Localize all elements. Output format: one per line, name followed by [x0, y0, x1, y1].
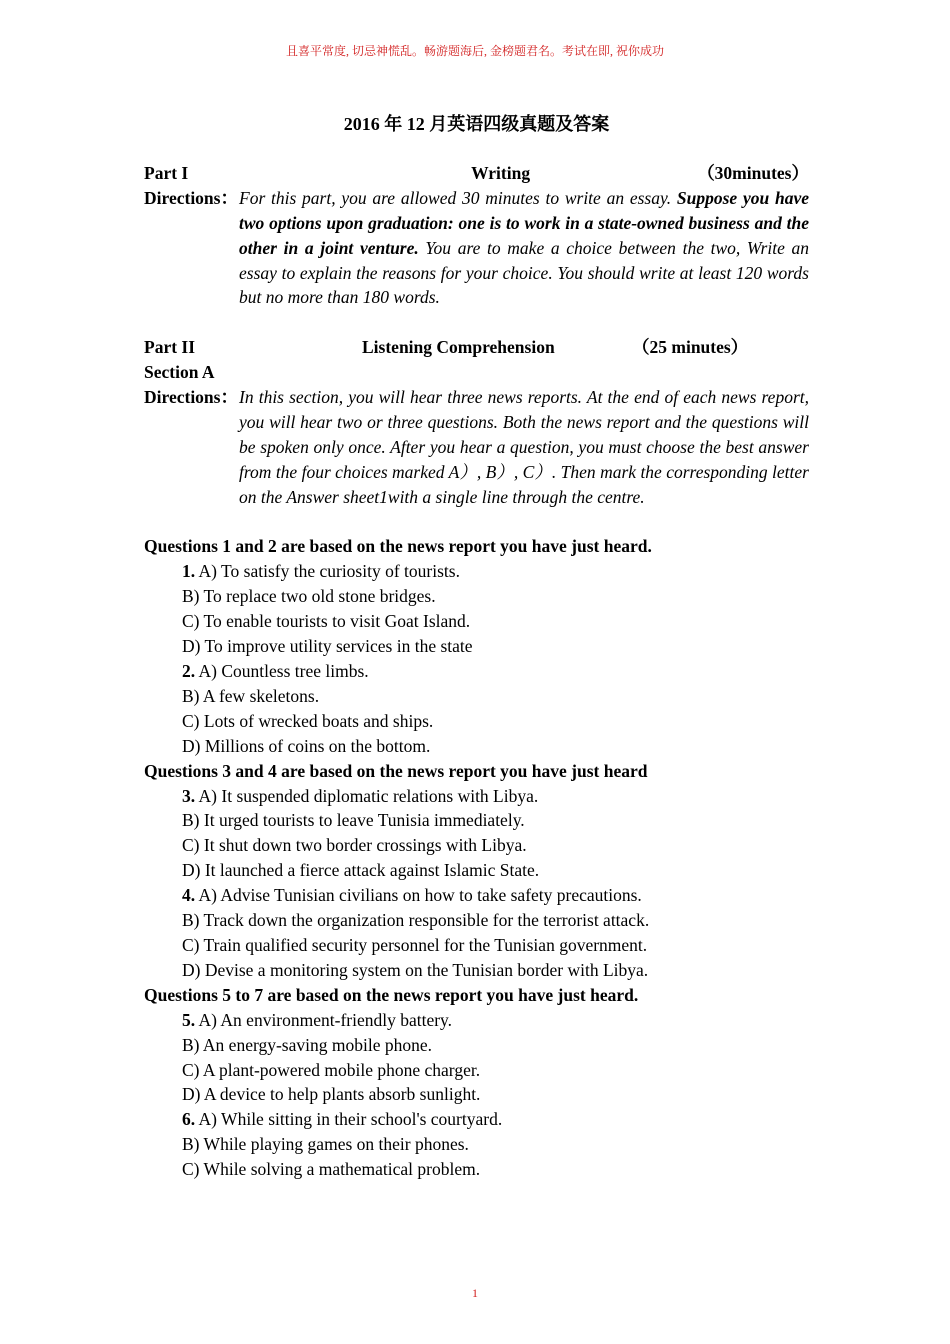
- answer-option: C) It shut down two border crossings with Libya.: [182, 835, 527, 856]
- question-number: 1.: [182, 561, 196, 582]
- part1-directions-label: Directions：: [144, 187, 238, 208]
- question-list: [144, 534, 809, 1182]
- document-body: [144, 112, 809, 1182]
- part1-name: Writing: [471, 162, 531, 183]
- answer-option: D) It launched a fierce attack against Islamic State.: [182, 860, 540, 881]
- answer-option: B) A few skeletons.: [182, 685, 320, 706]
- page-number: 1: [472, 1286, 478, 1300]
- question-group-heading: Questions 1 and 2 are based on the news report you have just heard.: [144, 536, 652, 557]
- part2-label: Part II: [144, 337, 196, 358]
- answer-option: C) Train qualified security personnel for the Tunisian government.: [182, 934, 648, 955]
- answer-option: 6. A) While sitting in their school's courtyard.: [182, 1109, 503, 1130]
- part1-time: （30minutes）: [697, 162, 809, 183]
- question-number: 4.: [182, 885, 196, 906]
- question-number: 5.: [182, 1009, 196, 1030]
- answer-option: D) To improve utility services in the state: [182, 636, 473, 657]
- answer-option: 4. A) Advise Tunisian civilians on how to take safety precautions.: [182, 885, 642, 906]
- answer-option: D) Millions of coins on the bottom.: [182, 735, 431, 756]
- answer-option: B) To replace two old stone bridges.: [182, 586, 436, 607]
- part2-heading: [144, 335, 809, 360]
- answer-option: 2. A) Countless tree limbs.: [182, 661, 369, 681]
- answer-option: 3. A) It suspended diplomatic relations with Libya.: [182, 785, 539, 806]
- question-group-heading: Questions 5 to 7 are based on the news report you have just heard.: [144, 984, 639, 1005]
- answer-option: B) An energy-saving mobile phone.: [182, 1034, 432, 1055]
- document-title: 2016 年 12 月英语四级真题及答案: [343, 114, 610, 134]
- answer-option: C) While solving a mathematical problem.: [182, 1159, 481, 1180]
- part1-heading: [144, 161, 809, 186]
- question-number: 2.: [182, 661, 196, 681]
- answer-option: C) A plant-powered mobile phone charger.: [182, 1059, 481, 1080]
- answer-option: C) To enable tourists to visit Goat Island.: [182, 611, 471, 632]
- part2-name: Listening Comprehension: [362, 337, 555, 358]
- part1-label: Part I: [144, 162, 189, 183]
- answer-option: D) Devise a monitoring system on the Tunisian border with Libya.: [182, 959, 649, 980]
- part2-directions-label: Directions：: [144, 387, 238, 408]
- part1-directions: [144, 186, 809, 311]
- answer-option: B) It urged tourists to leave Tunisia immediately.: [182, 810, 525, 831]
- question-number: 3.: [182, 785, 196, 806]
- part2-directions-text: In this section, you will hear three news reports. At the end of each news report, you will hear two or three questions. Both the news report and the questions will be spoken only once. After you hear a question, you must choose the best answer from the four choices marked A）, B）, C）. Then mark the corresponding letter on the Answer sheet1with a single line through the centre.: [239, 387, 809, 507]
- answer-option: D) A device to help plants absorb sunlight.: [182, 1084, 481, 1105]
- answer-option: B) While playing games on their phones.: [182, 1134, 469, 1155]
- answer-option: 1. A) To satisfy the curiosity of tourists.: [182, 561, 460, 582]
- section-a-label: Section A: [144, 362, 215, 383]
- part2-time: （25 minutes）: [632, 337, 749, 358]
- part1-directions-prompt: Suppose you have two options upon graduation: one is to work in a state-owned business and the other in a joint venture.: [239, 187, 809, 258]
- answer-option: 5. A) An environment-friendly battery.: [182, 1009, 453, 1030]
- question-number: 6.: [182, 1109, 196, 1130]
- answer-option: C) Lots of wrecked boats and ships.: [182, 710, 434, 731]
- part2-directions: [144, 385, 809, 510]
- answer-option: B) Track down the organization responsible for the terrorist attack.: [182, 910, 650, 931]
- page-header-motto: 且喜平常度, 切忌神慌乱。畅游题海后, 金榜题君名。考试在即, 祝你成功: [285, 44, 664, 58]
- part1-directions-text: For this part, you are allowed 30 minutes to write an essay. Suppose you have two options upon graduation: one is to work in a state-owned business and the other in a joint venture. You are to make a choice between the two, Write an essay to explain the reasons for your choice. You should write at least 120 words but no more than 180 words.: [239, 187, 809, 308]
- question-group-heading: Questions 3 and 4 are based on the news report you have just heard: [144, 760, 648, 781]
